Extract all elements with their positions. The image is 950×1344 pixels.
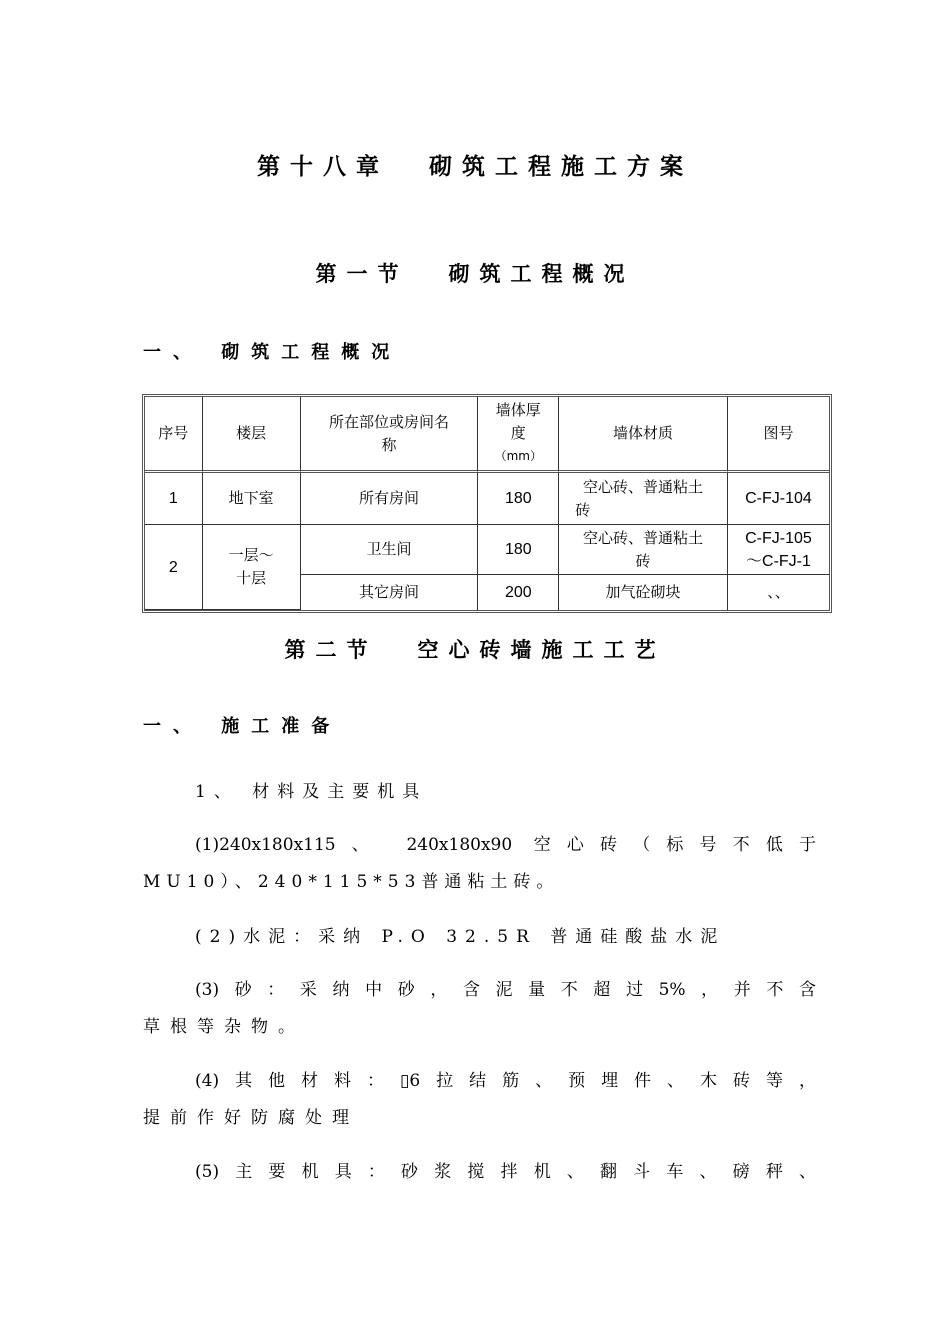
section-1-number: 第一节 <box>315 262 409 286</box>
header-thickness: 墙体厚 度 （mm） <box>478 397 559 473</box>
item-materials-heading: 1、 材料及主要机具 <box>195 782 428 802</box>
header-floor: 楼层 <box>203 397 301 473</box>
section-2-name: 空心砖墙施工工艺 <box>417 638 666 662</box>
cell-material: 空心砖、普通粘土 砖 <box>559 473 728 525</box>
chapter-number: 第十八章 <box>257 154 389 180</box>
paragraph-cement: (2)水泥：采纳 P.O 32.5R 普通硅酸盐水泥 <box>195 927 726 947</box>
chapter-title <box>0 148 950 181</box>
section-1-heading: 一、 砌筑工程概况 <box>143 342 402 363</box>
cell-thickness: 200 <box>478 575 559 610</box>
section-1-title <box>0 258 950 288</box>
cell-thickness: 180 <box>478 525 559 575</box>
header-index: 序号 <box>145 397 203 473</box>
paragraph-other-materials: (4)其他材料：▯6拉结筋、预埋件、木砖等， 提前作好防腐处理 <box>143 1071 816 1128</box>
header-location: 所在部位或房间名 称 <box>301 397 479 473</box>
cell-thickness: 180 <box>478 473 559 525</box>
cell-drawing: 、、 <box>767 583 790 601</box>
section-2-heading: 一、 施工准备 <box>143 716 342 737</box>
cell-index: 2 <box>145 525 203 610</box>
cell-material: 加气砼砌块 <box>559 575 728 610</box>
section-2-title <box>0 634 950 664</box>
cell-material: 空心砖、普通粘土 砖 <box>559 525 728 575</box>
cell-location: 其它房间 <box>301 575 479 610</box>
cell-floor: 一层～ 十层 <box>203 525 301 610</box>
section-1-name: 砌筑工程概况 <box>448 262 635 286</box>
chapter-subtitle: 砌筑工程施工方案 <box>429 154 693 180</box>
header-drawing: 图号 <box>728 397 829 473</box>
cell-drawing: C-FJ-104 <box>728 473 829 525</box>
masonry-overview-table <box>142 394 832 613</box>
cell-location: 所有房间 <box>301 473 479 525</box>
cell-floor: 地下室 <box>203 473 301 525</box>
table-row <box>145 473 829 525</box>
paragraph-sand: (3)砂：采纳中砂，含泥量不超过5%，并不含 草根等杂物。 <box>143 980 816 1037</box>
cell-location: 卫生间 <box>301 525 479 575</box>
table-row <box>145 525 829 575</box>
cell-drawing: C-FJ-105 ～C-FJ-1 <box>728 525 829 575</box>
paragraph-bricks: (1)240x180x115、 240x180x90 空心砖（标号不低于 MU10）、240*115*53普通粘土砖。 <box>143 835 816 892</box>
table-header-row <box>145 397 829 473</box>
cell-index: 1 <box>145 473 203 525</box>
paragraph-machinery: (5)主要机具：砂浆搅拌机、翻斗车、磅秤、 <box>195 1162 816 1182</box>
section-2-number: 第二节 <box>284 638 378 662</box>
header-material: 墙体材质 <box>559 397 728 473</box>
